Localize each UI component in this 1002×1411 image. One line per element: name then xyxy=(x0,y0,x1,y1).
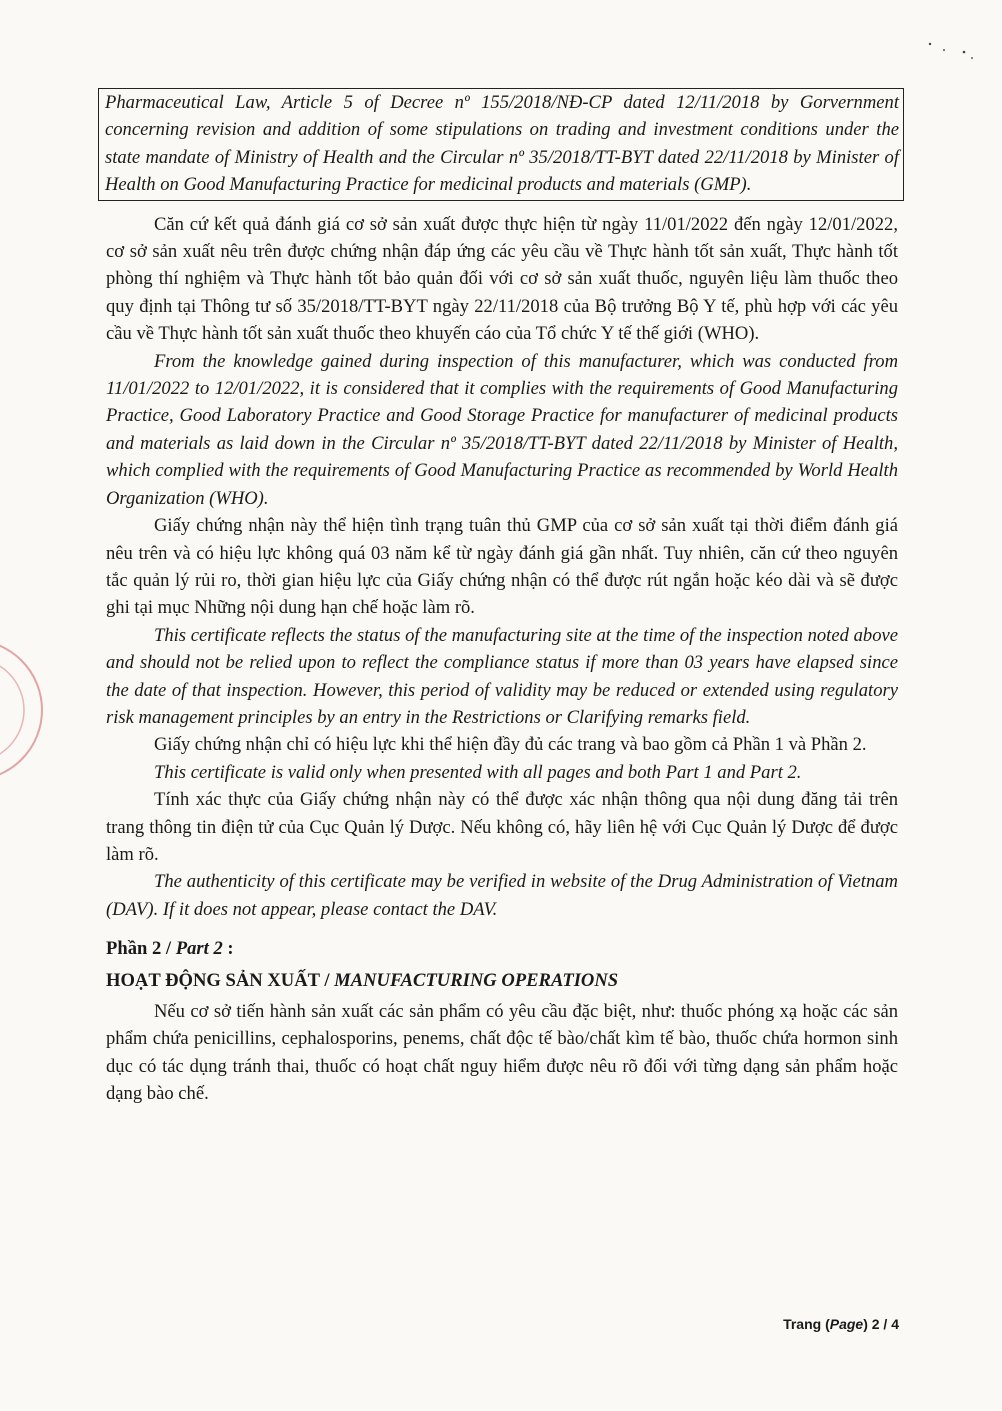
validity-paragraph-en: This certificate reflects the status of the manufacturing site at the time of the inspection noted above and should not be relied upon to reflect the compliance status if more than 03 years have elapsed since the date of that inspection. However, this period of validity may be reduced or extended using regulatory risk management principles by an entry in the Restrictions or Clarifying remarks field. xyxy=(106,624,898,728)
page-number-prefix: Trang ( xyxy=(783,1316,830,1332)
page-number-word: Page xyxy=(829,1316,864,1332)
completeness-paragraph-vi: Giấy chứng nhận chỉ có hiệu lực khi thể hiện đầy đủ các trang và bao gồm cả Phần 1 và Phần 2. xyxy=(154,734,867,756)
page-number-suffix: ) 2 / 4 xyxy=(863,1316,899,1332)
section-heading-vi: HOẠT ĐỘNG SẢN XUẤT / xyxy=(106,969,335,991)
special-products-paragraph-vi: Nếu cơ sở tiến hành sản xuất các sản phẩm có yêu cầu đặc biệt, như: thuốc phóng xạ hoặc các sản phẩm chứa penicillins, cephalosporins, penems, chất độc tế bào/chất kìm tế bào, thuốc chứa hormon sinh dục có tác dụng tránh thai, thuốc có hoạt chất nguy hiểm được nêu rõ đối với từng dạng sản phẩm hoặc dạng bào chế. xyxy=(106,1001,898,1105)
assessment-paragraph-en: From the knowledge gained during inspection of this manufacturer, which was conducted from 11/01/2022 to 12/01/2022, it is considered that it complies with the requirements of Good Manufacturing Practice, Good Laboratory Practice and Good Storage Practice for manufacturer of medicinal products and materials as laid down in the Circular nº 35/2018/TT-BYT dated 22/11/2018 by Minister of Health, which complied with the requirements of Good Manufacturing Practice as recommended by World Health Organization (WHO). xyxy=(106,350,898,509)
section-heading xyxy=(106,967,898,994)
part-heading-suffix: : xyxy=(222,938,234,960)
part-heading-vi: Phần 2 / xyxy=(106,938,176,960)
validity-paragraph-vi: Giấy chứng nhận này thể hiện tình trạng tuân thủ GMP của cơ sở sản xuất tại thời điểm đánh giá nêu trên và có hiệu lực không quá 03 năm kể từ ngày đánh giá gần nhất. Tuy nhiên, căn cứ theo nguyên tắc quản lý rủi ro, thời gian hiệu lực của Giấy chứng nhận có thể được rút ngắn hoặc kéo dài và sẽ được ghi tại mục Những nội dung hạn chế hoặc làm rõ. xyxy=(106,515,898,619)
section-heading-en: MANUFACTURING OPERATIONS xyxy=(334,969,619,991)
part-heading xyxy=(106,935,898,962)
completeness-paragraph-en: This certificate is valid only when presented with all pages and both Part 1 and Part 2. xyxy=(154,761,802,783)
authenticity-paragraph-en: The authenticity of this certificate may be verified in website of the Drug Administration of Vietnam (DAV). If it does not appear, please contact the DAV. xyxy=(106,871,898,920)
page-number xyxy=(783,1316,899,1332)
red-seal-stamp xyxy=(0,620,58,800)
document-body xyxy=(106,88,898,1108)
authenticity-paragraph-vi: Tính xác thực của Giấy chứng nhận này có thể được xác nhận thông qua nội dung đăng tải trên trang thông tin điện tử của Cục Quản lý Dược. Nếu không có, hãy liên hệ với Cục Quản lý Dược để được làm rõ. xyxy=(106,789,898,865)
legal-basis-box xyxy=(98,88,904,201)
scan-marks xyxy=(920,36,980,76)
assessment-paragraph-vi: Căn cứ kết quả đánh giá cơ sở sản xuất được thực hiện từ ngày 11/01/2022 đến ngày 12/01/2022, cơ sở sản xuất nêu trên được chứng nhận đáp ứng các yêu cầu về Thực hành tốt sản xuất, Thực hành tốt phòng thí nghiệm và Thực hành tốt bảo quản đối với cơ sở sản xuất thuốc, nguyên liệu làm thuốc theo quy định tại Thông tư số 35/2018/TT-BYT ngày 22/11/2018 của Bộ trưởng Bộ Y tế, phù hợp với các yêu cầu về Thực hành tốt sản xuất thuốc theo khuyến cáo của Tổ chức Y tế thế giới (WHO). xyxy=(106,213,898,345)
legal-basis-text: Pharmaceutical Law, Article 5 of Decree nº 155/2018/NĐ-CP dated 12/11/2018 by Gorvernment concerning revision and addition of some stipulations on trading and investment conditions under the state mandate of Ministry of Health and the Circular nº 35/2018/TT-BYT dated 22/11/2018 by Minister of Health on Good Manufacturing Practice for medicinal products and materials (GMP). xyxy=(105,92,899,196)
part-heading-en: Part 2 xyxy=(175,938,223,960)
